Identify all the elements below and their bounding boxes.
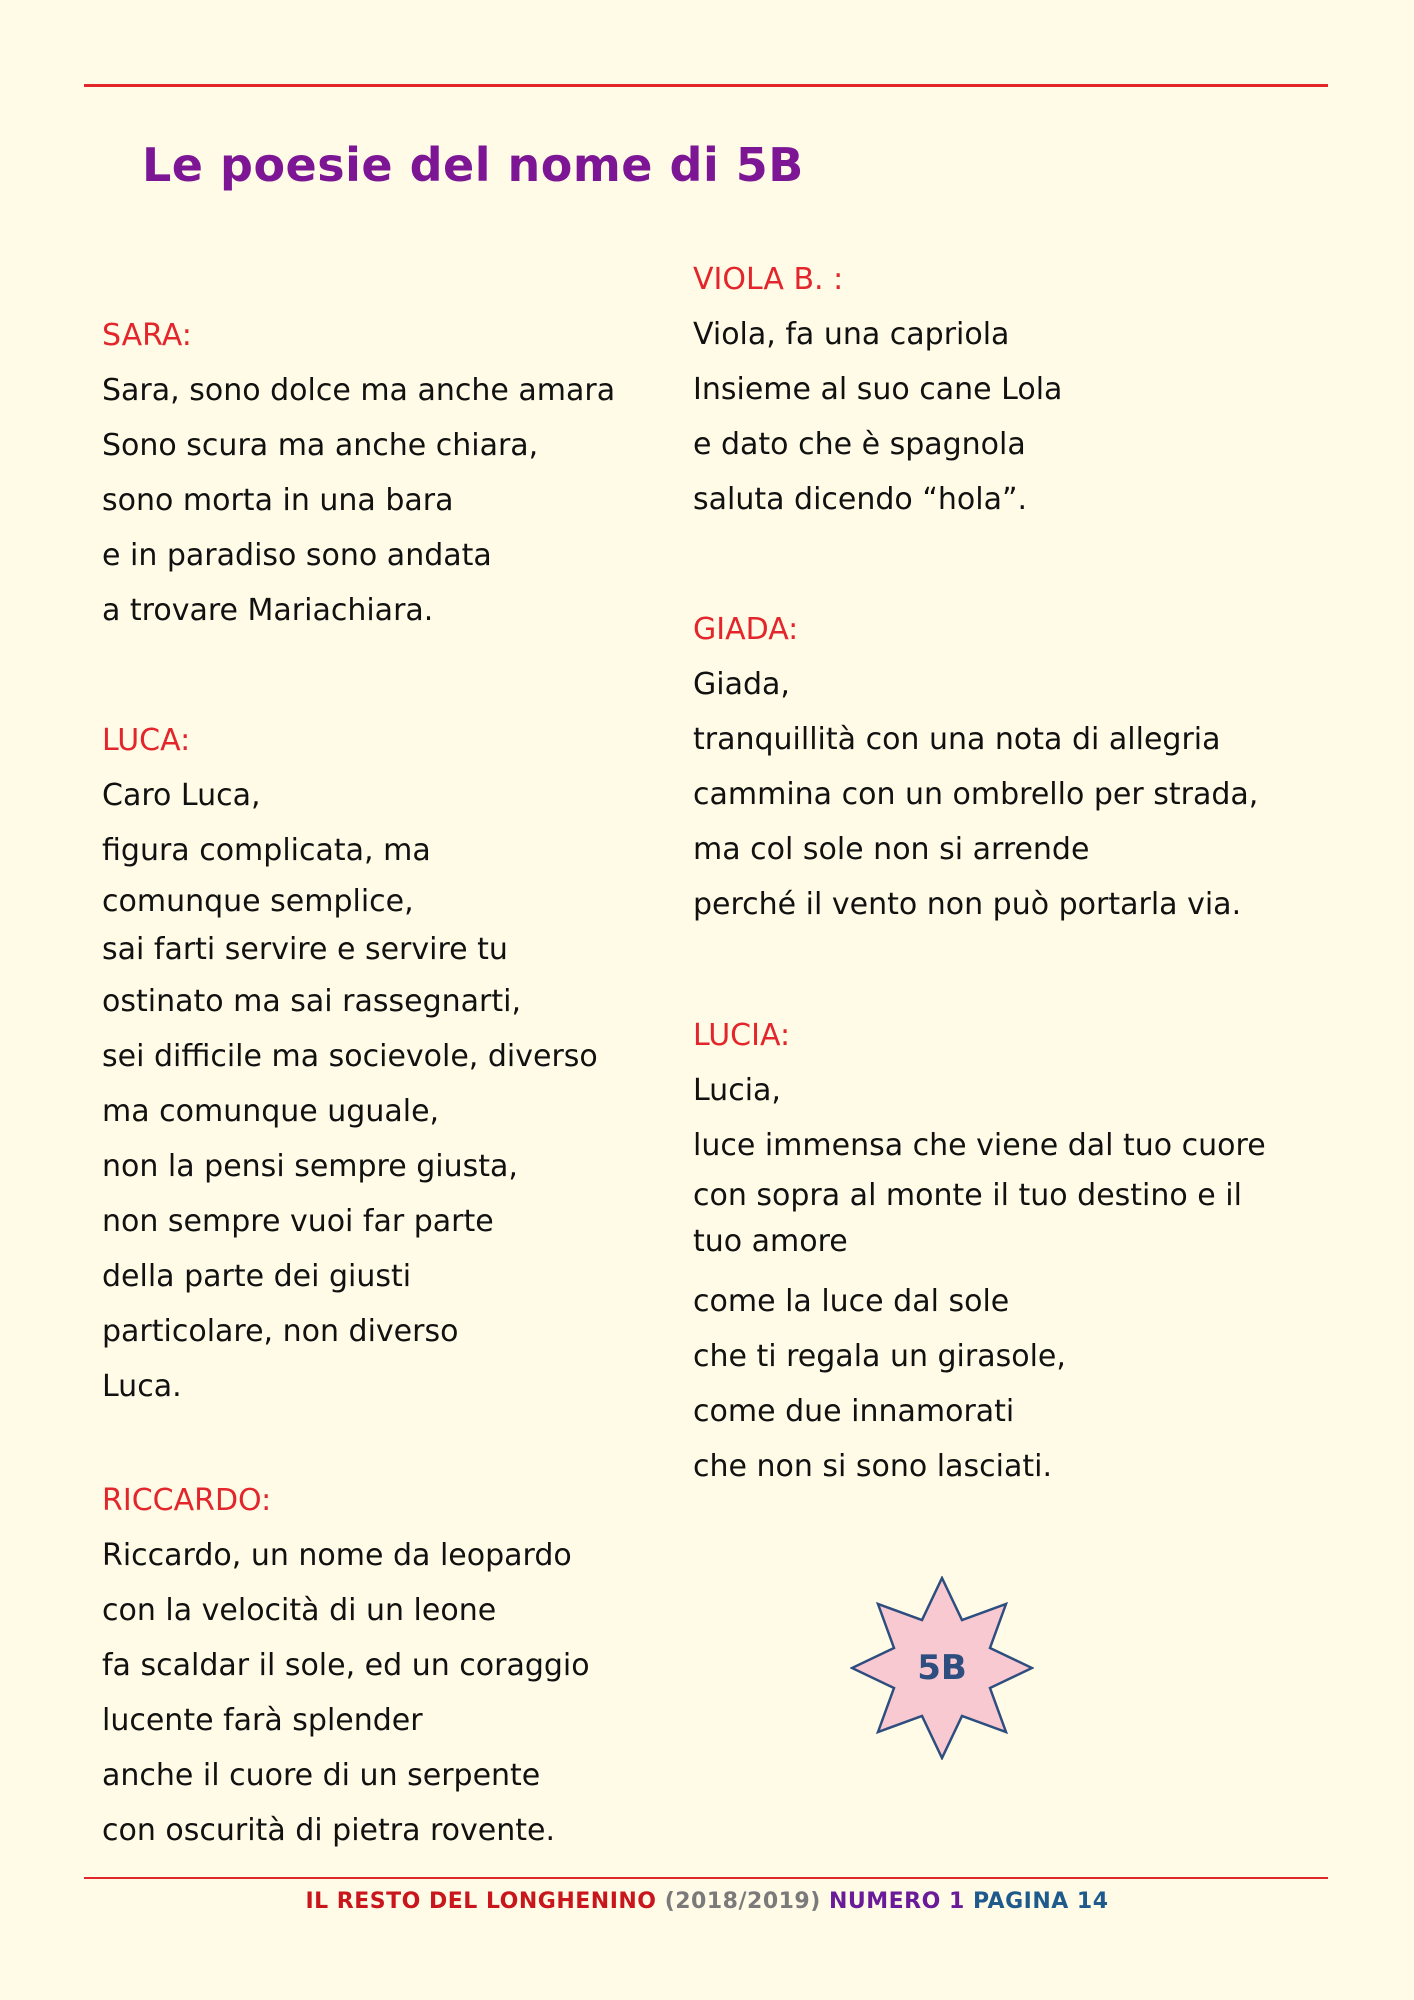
- poem-line: e dato che è spagnola: [693, 427, 1026, 462]
- poem-line: con la velocità di un leone: [102, 1593, 497, 1628]
- poem-line: sono morta in una bara: [102, 483, 454, 518]
- class-badge: [850, 1576, 1034, 1760]
- footer-issue: NUMERO 1: [828, 1889, 965, 1914]
- poem-giada: [693, 602, 1258, 932]
- poem-line: della parte dei giusti: [102, 1259, 412, 1294]
- page-title: Le poesie del nome di 5B: [142, 138, 804, 192]
- poem-name: GIADA:: [693, 612, 799, 647]
- poem-line: Riccardo, un nome da leopardo: [102, 1538, 572, 1573]
- bottom-rule: [84, 1877, 1328, 1879]
- poem-line: con sopra al monte il tuo destino e il tuo amore: [693, 1178, 1242, 1259]
- poem-line: che non si sono lasciati.: [693, 1449, 1053, 1484]
- poem-name: LUCIA:: [693, 1018, 791, 1053]
- poem-sara: [102, 308, 615, 638]
- poem-line: con oscurità di pietra rovente.: [102, 1813, 556, 1848]
- poem-line: a trovare Mariachiara.: [102, 593, 434, 628]
- poem-line: come la luce dal sole: [693, 1284, 1010, 1319]
- poem-line: Viola, fa una capriola: [693, 317, 1010, 352]
- poem-line: luce immensa che viene dal tuo cuore: [693, 1128, 1266, 1163]
- top-rule: [84, 84, 1328, 87]
- footer-publication: IL RESTO DEL LONGHENINO: [305, 1889, 657, 1914]
- poem-line: come due innamorati: [693, 1394, 1015, 1429]
- poem-line: particolare, non diverso: [102, 1314, 459, 1349]
- poem-line: perché il vento non può portarla via.: [693, 887, 1242, 922]
- poem-lucia: [693, 1008, 1273, 1494]
- poem-line: cammina con un ombrello per strada,: [693, 777, 1259, 812]
- poem-line: ma comunque uguale,: [102, 1094, 440, 1129]
- poem-line: figura complicata, ma: [102, 833, 431, 868]
- poem-line: e in paradiso sono andata: [102, 538, 492, 573]
- poem-line: comunque semplice,: [102, 884, 414, 919]
- poem-line: che ti regala un girasole,: [693, 1339, 1066, 1374]
- poem-line: lucente farà splender: [102, 1703, 423, 1738]
- poem-line: sei difficile ma socievole, diverso: [102, 1039, 598, 1074]
- poem-luca: [102, 713, 598, 1414]
- poem-viola: [693, 252, 1062, 527]
- page-footer: [0, 1884, 1414, 1920]
- badge-label: 5B: [917, 1648, 967, 1688]
- poem-line: Giada,: [693, 667, 790, 702]
- poem-line: saluta dicendo “hola”.: [693, 482, 1028, 517]
- footer-year: (2018/2019): [664, 1889, 821, 1914]
- poem-line: ostinato ma sai rassegnarti,: [102, 984, 522, 1019]
- poem-line: tranquillità con una nota di allegria: [693, 722, 1221, 757]
- poem-line: Insieme al suo cane Lola: [693, 372, 1063, 407]
- poem-name: VIOLA B. :: [693, 262, 844, 297]
- poem-name: LUCA:: [102, 723, 191, 758]
- poem-name: RICCARDO:: [102, 1483, 272, 1518]
- poem-line: Caro Luca,: [102, 778, 261, 813]
- poem-line: non sempre vuoi far parte: [102, 1204, 494, 1239]
- poem-line: Sara, sono dolce ma anche amara: [102, 373, 616, 408]
- footer-page: PAGINA 14: [972, 1889, 1109, 1914]
- poem-line: Lucia,: [693, 1073, 781, 1108]
- poem-line: ma col sole non si arrende: [693, 832, 1090, 867]
- poem-line: anche il cuore di un serpente: [102, 1758, 541, 1793]
- poem-line: Luca.: [102, 1369, 182, 1404]
- poem-name: SARA:: [102, 318, 192, 353]
- poem-line: sai farti servire e servire tu: [102, 932, 508, 967]
- poem-line: non la pensi sempre giusta,: [102, 1149, 518, 1184]
- poem-line: fa scaldar il sole, ed un coraggio: [102, 1648, 590, 1683]
- poem-riccardo: [102, 1473, 590, 1858]
- poem-line: Sono scura ma anche chiara,: [102, 428, 539, 463]
